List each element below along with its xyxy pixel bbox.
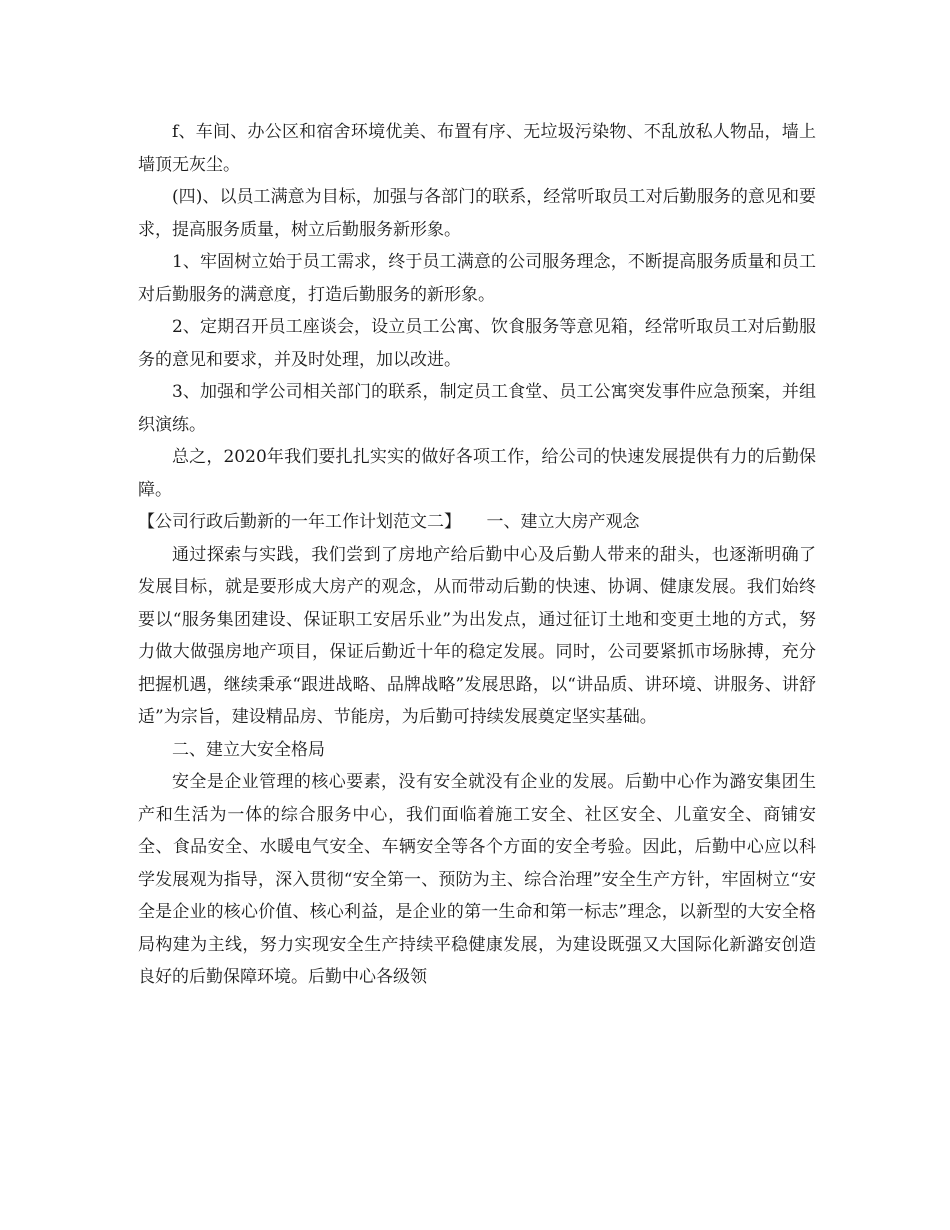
paragraph-section-four: (四)、以员工满意为目标，加强与各部门的联系，经常听取员工对后勤服务的意见和要求，提高服务质量，树立后勤服务新形象。 [138,187,816,240]
paragraph-item-1: 1、牢固树立始于员工需求，终于员工满意的公司服务理念，不断提高服务质量和员工对后勤服务的满意度，打造后勤服务的新形象。 [138,252,816,305]
paragraph-item-2: 2、定期召开员工座谈会，设立员工公寓、饮食服务等意见箱，经常听取员工对后勤服务的意见和要求，并及时处理，加以改进。 [138,317,816,370]
section-heading: 【公司行政后勤新的一年工作计划范文二】 一、建立大房产观念 [138,512,640,532]
subheading-safety: 二、建立大安全格局 [172,739,325,760]
paragraph-f-environment: f、车间、办公区和宿舍环境优美、布置有序、无垃圾污染物、不乱放私人物品，墙上墙顶无灰尘。 [138,122,816,175]
paragraph-real-estate: 通过探索与实践，我们尝到了房地产给后勤中心及后勤人带来的甜头，也逐渐明确了发展目标，就是要形成大房产的观念，从而带动后勤的快速、协调、健康发展。我们始终要以“服务集团建设、保证职工安居乐业”为出发点，通过征订土地和变更土地的方式，努力做大做强房地产项目，保证后勤近十年的稳定发展。同时，公司要紧抓市场脉搏，充分把握机遇，继续秉承“跟进战略、品牌战略”发展思路，以“讲品质、讲环境、讲服务、讲舒适”为宗旨，建设精品房、节能房，为后勤可持续发展奠定坚实基础。 [138,544,816,727]
paragraph-conclusion: 总之，2020年我们要扎扎实实的做好各项工作，给公司的快速发展提供有力的后勤保障。 [138,447,816,500]
paragraph-safety: 安全是企业管理的核心要素，没有安全就没有企业的发展。后勤中心作为潞安集团生产和生活为一体的综合服务中心，我们面临着施工安全、社区安全、儿童安全、商铺安全、食品安全、水暖电气安全、车辆安全等各个方面的安全考验。因此，后勤中心应以科学发展观为指导，深入贯彻“安全第一、预防为主、综合治理”安全生产方针，牢固树立“安全是企业的核心价值、核心利益，是企业的第一生命和第一标志”理念，以新型的大安全格局构建为主线，努力实现安全生产持续平稳健康发展，为建设既强又大国际化新潞安创造良好的后勤保障环境。后勤中心各级领 [138,772,816,987]
document-body [138,116,816,994]
paragraph-item-3: 3、加强和学公司相关部门的联系，制定员工食堂、员工公寓突发事件应急预案，并组织演练。 [138,382,816,435]
